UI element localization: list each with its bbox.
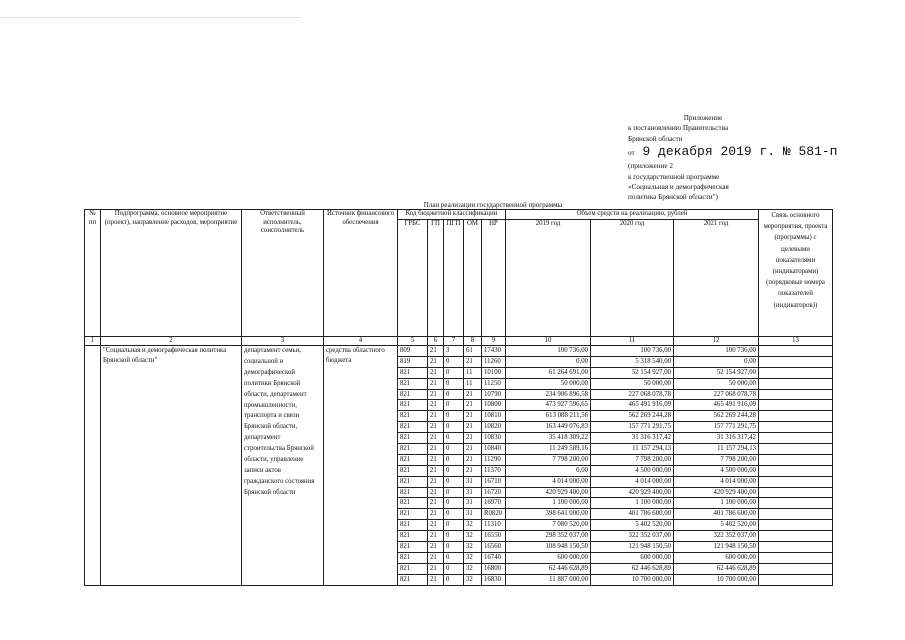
nr-cell: 16970 [482, 498, 506, 509]
scan-artifact [0, 17, 300, 18]
indicator-link-cell [759, 498, 833, 509]
pgp-cell: 0 [444, 389, 464, 400]
responsible-executor: департамент семьи, социальной и демографической политики Брянской области, департамент промышленности, транспорта и связи Брянской области, департамент строительства Брянской области, управление записи актов гражданского состояния Брянской области [242, 346, 324, 586]
nr-cell: 10810 [482, 411, 506, 422]
amount-2019: 420 929 400,00 [506, 487, 591, 498]
gp-cell: 21 [428, 378, 444, 389]
gp-cell: 21 [428, 433, 444, 444]
col-code-group: Код бюджетной классификации [398, 210, 506, 220]
nr-cell: R0820 [482, 509, 506, 520]
nr-cell: 11370 [482, 465, 506, 476]
table-title: План реализации государственной программы [423, 201, 563, 209]
pgp-cell: 0 [444, 498, 464, 509]
pgp-cell: 0 [444, 367, 464, 378]
amount-2020: 4 014 000,00 [591, 476, 674, 487]
indicator-link-cell [759, 444, 833, 455]
amount-2019: 613 088 211,56 [506, 411, 591, 422]
om-cell: 31 [464, 509, 482, 520]
amount-2021: 0,00 [674, 356, 759, 367]
amount-2020: 157 771 291,75 [591, 422, 674, 433]
gp-cell: 21 [428, 487, 444, 498]
grbs-cell: 821 [398, 531, 428, 542]
om-cell: 32 [464, 574, 482, 585]
nr-cell: 10800 [482, 400, 506, 411]
amount-2021: 10 700 000,00 [674, 574, 759, 585]
indicator-link-cell [759, 389, 833, 400]
gp-cell: 21 [428, 465, 444, 476]
om-cell: 32 [464, 542, 482, 553]
gp-cell: 21 [428, 509, 444, 520]
amount-2020: 401 786 600,00 [591, 509, 674, 520]
gp-cell: 21 [428, 552, 444, 563]
amount-2019: 108 948 150,50 [506, 542, 591, 553]
grbs-cell: 821 [398, 520, 428, 531]
gp-cell: 21 [428, 476, 444, 487]
nr-cell: 16720 [482, 487, 506, 498]
amount-2020: 31 316 317,42 [591, 433, 674, 444]
col-nr: НР [482, 220, 506, 337]
gp-cell: 21 [428, 574, 444, 585]
gp-cell: 21 [428, 389, 444, 400]
indicator-link-cell [759, 487, 833, 498]
amount-2020: 322 352 037,00 [591, 531, 674, 542]
nr-cell: 11250 [482, 378, 506, 389]
appendix-label: Приложение [683, 114, 723, 122]
amount-2020: 420 929 400,00 [591, 487, 674, 498]
indicator-link-cell [759, 542, 833, 553]
om-cell: 21 [464, 422, 482, 433]
grbs-cell: 821 [398, 378, 428, 389]
nr-cell: 10830 [482, 433, 506, 444]
col-responsible: Ответственный исполнитель, соисполнитель [242, 210, 324, 337]
amount-2021: 11 157 294,13 [674, 444, 759, 455]
grbs-cell: 821 [398, 400, 428, 411]
grbs-cell: 821 [398, 487, 428, 498]
resolution-date: от 9 декабря 2019 г. № 581-п [628, 144, 838, 160]
nr-cell: 16830 [482, 574, 506, 585]
amount-2019: 234 906 896,58 [506, 389, 591, 400]
nr-cell: 16710 [482, 476, 506, 487]
amount-2019: 62 446 628,89 [506, 563, 591, 574]
amount-2021: 121 948 150,50 [674, 542, 759, 553]
amount-2021: 7 798 200,00 [674, 454, 759, 465]
amount-2021: 600 000,00 [674, 552, 759, 563]
gp-cell: 21 [428, 563, 444, 574]
om-cell: 32 [464, 531, 482, 542]
amount-2021: 157 771 291,75 [674, 422, 759, 433]
om-cell: 21 [464, 411, 482, 422]
amount-2021: 1 100 000,00 [674, 498, 759, 509]
grbs-cell: 809 [398, 346, 428, 357]
amount-2020: 62 446 628,89 [591, 563, 674, 574]
indicator-link-cell [759, 346, 833, 357]
nr-cell: 10790 [482, 389, 506, 400]
amount-2019: 50 000,00 [506, 378, 591, 389]
amount-2020: 11 157 294,13 [591, 444, 674, 455]
amount-2019: 100 736,00 [506, 346, 591, 357]
col-link: Связь основного мероприятия, проекта (программы) с целевыми показателями (индикаторами) (порядковые номера показателей (индикаторов)) [759, 210, 833, 337]
grbs-cell: 821 [398, 433, 428, 444]
table-row [85, 346, 833, 357]
col-2019: 2019 год [506, 220, 591, 337]
grbs-cell: 821 [398, 454, 428, 465]
header-line: к постановлению Правительства [628, 124, 729, 133]
amount-2021: 322 352 037,00 [674, 531, 759, 542]
amount-2019: 473 927 596,65 [506, 400, 591, 411]
amount-2020: 10 700 000,00 [591, 574, 674, 585]
col-subprogram: Подпрограмма, основное мероприятие (проект), направление расходов, мероприятие [101, 210, 242, 337]
indicator-link-cell [759, 563, 833, 574]
amount-2019: 0,00 [506, 356, 591, 367]
grbs-cell: 821 [398, 389, 428, 400]
grbs-cell: 821 [398, 465, 428, 476]
amount-2020: 7 798 200,00 [591, 454, 674, 465]
om-cell: 31 [464, 498, 482, 509]
nr-cell: 10820 [482, 422, 506, 433]
amount-2019: 4 014 000,00 [506, 476, 591, 487]
col-amount-group: Объем средств на реализацию, рублей [506, 210, 759, 220]
pgp-cell: 0 [444, 400, 464, 411]
grbs-cell: 821 [398, 563, 428, 574]
amount-2019: 163 449 076,83 [506, 422, 591, 433]
amount-2021: 465 491 916,09 [674, 400, 759, 411]
grbs-cell: 821 [398, 542, 428, 553]
header-line: политика Брянской области") [628, 193, 718, 202]
pgp-cell: 0 [444, 411, 464, 422]
gp-cell: 21 [428, 454, 444, 465]
col-gp: ГП [428, 220, 444, 337]
nr-cell: 16800 [482, 563, 506, 574]
amount-2020: 50 000,00 [591, 378, 674, 389]
pgp-cell: 0 [444, 509, 464, 520]
indicator-link-cell [759, 378, 833, 389]
pgp-cell: 0 [444, 433, 464, 444]
amount-2020: 52 154 927,00 [591, 367, 674, 378]
gp-cell: 21 [428, 531, 444, 542]
indicator-link-cell [759, 367, 833, 378]
amount-2019: 11 887 000,00 [506, 574, 591, 585]
om-cell: 61 [464, 346, 482, 357]
amount-2020: 5 318 540,00 [591, 356, 674, 367]
amount-2021: 62 446 628,89 [674, 563, 759, 574]
om-cell: 32 [464, 520, 482, 531]
grbs-cell: 821 [398, 367, 428, 378]
om-cell: 32 [464, 552, 482, 563]
grbs-cell: 821 [398, 422, 428, 433]
amount-2019: 0,00 [506, 465, 591, 476]
amount-2021: 420 929 400,00 [674, 487, 759, 498]
amount-2019: 1 100 000,00 [506, 498, 591, 509]
header-line: «Социальная и демографическая [628, 183, 729, 192]
amount-2021: 4 500 000,00 [674, 465, 759, 476]
om-cell: 21 [464, 400, 482, 411]
appendix-header [628, 113, 888, 203]
amount-2020: 4 500 000,00 [591, 465, 674, 476]
indicator-link-cell [759, 520, 833, 531]
grbs-cell: 821 [398, 411, 428, 422]
gp-cell: 21 [428, 542, 444, 553]
amount-2021: 31 316 317,42 [674, 433, 759, 444]
nr-cell: 16550 [482, 531, 506, 542]
header-line: (приложение 2 [628, 162, 674, 171]
amount-2021: 401 786 600,00 [674, 509, 759, 520]
indicator-link-cell [759, 356, 833, 367]
pgp-cell: 0 [444, 356, 464, 367]
pgp-cell: 0 [444, 378, 464, 389]
nr-cell: 11310 [482, 520, 506, 531]
row-number [85, 346, 101, 586]
indicator-link-cell [759, 531, 833, 542]
amount-2020: 100 736,00 [591, 346, 674, 357]
amount-2020: 121 948 150,50 [591, 542, 674, 553]
om-cell: 21 [464, 433, 482, 444]
gp-cell: 21 [428, 444, 444, 455]
header-line: к государственной программе [628, 172, 720, 181]
nr-cell: 10100 [482, 367, 506, 378]
amount-2020: 227 068 078,78 [591, 389, 674, 400]
indicator-link-cell [759, 411, 833, 422]
amount-2020: 600 000,00 [591, 552, 674, 563]
pgp-cell: 0 [444, 563, 464, 574]
gp-cell: 21 [428, 422, 444, 433]
grbs-cell: 821 [398, 498, 428, 509]
om-cell: 31 [464, 476, 482, 487]
amount-2019: 11 249 589,16 [506, 444, 591, 455]
gp-cell: 21 [428, 356, 444, 367]
pgp-cell: 0 [444, 476, 464, 487]
program-plan-table [84, 209, 833, 586]
indicator-link-cell [759, 574, 833, 585]
amount-2019: 398 641 000,00 [506, 509, 591, 520]
nr-cell: 11290 [482, 454, 506, 465]
gp-cell: 21 [428, 520, 444, 531]
amount-2020: 562 269 244,28 [591, 411, 674, 422]
pgp-cell: 0 [444, 531, 464, 542]
om-cell: 21 [464, 356, 482, 367]
pgp-cell: 0 [444, 454, 464, 465]
program-name: "Социальная и демографическая политика Брянской области" [101, 346, 242, 586]
amount-2021: 562 269 244,28 [674, 411, 759, 422]
gp-cell: 21 [428, 498, 444, 509]
pgp-cell: 0 [444, 422, 464, 433]
amount-2021: 5 402 520,00 [674, 520, 759, 531]
amount-2020: 465 491 916,09 [591, 400, 674, 411]
amount-2019: 61 264 691,00 [506, 367, 591, 378]
pgp-cell: 0 [444, 465, 464, 476]
col-pgp: ПГП [444, 220, 464, 337]
gp-cell: 21 [428, 346, 444, 357]
amount-2021: 227 068 078,78 [674, 389, 759, 400]
col-no: № пп [85, 210, 101, 337]
nr-cell: 16740 [482, 552, 506, 563]
gp-cell: 21 [428, 411, 444, 422]
indicator-link-cell [759, 422, 833, 433]
amount-2019: 7 798 200,00 [506, 454, 591, 465]
amount-2019: 35 418 309,22 [506, 433, 591, 444]
grbs-cell: 821 [398, 476, 428, 487]
gp-cell: 21 [428, 400, 444, 411]
indicator-link-cell [759, 552, 833, 563]
column-number-row: 1 2 3 4 5 6 7 8 9 10 11 12 13 [85, 337, 833, 346]
nr-cell: 17430 [482, 346, 506, 357]
om-cell: 32 [464, 563, 482, 574]
indicator-link-cell [759, 400, 833, 411]
amount-2021: 50 000,00 [674, 378, 759, 389]
om-cell: 21 [464, 444, 482, 455]
indicator-link-cell [759, 476, 833, 487]
funding-source: средства областного бюджета [324, 346, 398, 586]
indicator-link-cell [759, 465, 833, 476]
header-line: Брянской области [628, 134, 683, 143]
col-grbs: ГРБС [398, 220, 428, 337]
amount-2021: 100 736,00 [674, 346, 759, 357]
grbs-cell: 821 [398, 552, 428, 563]
gp-cell: 21 [428, 367, 444, 378]
om-cell: 11 [464, 367, 482, 378]
indicator-link-cell [759, 454, 833, 465]
amount-2020: 1 100 000,00 [591, 498, 674, 509]
amount-2019: 600 000,00 [506, 552, 591, 563]
col-om: ОМ [464, 220, 482, 337]
col-2021: 2021 год [674, 220, 759, 337]
amount-2021: 52 154 927,00 [674, 367, 759, 378]
om-cell: 21 [464, 454, 482, 465]
om-cell: 11 [464, 378, 482, 389]
amount-2019: 298 352 037,00 [506, 531, 591, 542]
col-2020: 2020 год [591, 220, 674, 337]
pgp-cell: 0 [444, 487, 464, 498]
indicator-link-cell [759, 509, 833, 520]
pgp-cell: 0 [444, 574, 464, 585]
nr-cell: 11260 [482, 356, 506, 367]
nr-cell: 16560 [482, 542, 506, 553]
pgp-cell: 3 [444, 346, 464, 357]
om-cell: 31 [464, 487, 482, 498]
indicator-link-cell [759, 433, 833, 444]
om-cell: 21 [464, 389, 482, 400]
pgp-cell: 0 [444, 444, 464, 455]
grbs-cell: 821 [398, 574, 428, 585]
pgp-cell: 0 [444, 520, 464, 531]
amount-2020: 5 402 520,00 [591, 520, 674, 531]
pgp-cell: 0 [444, 552, 464, 563]
grbs-cell: 821 [398, 509, 428, 520]
amount-2019: 7 080 520,00 [506, 520, 591, 531]
col-source: Источник финансового обеспечения [324, 210, 398, 337]
nr-cell: 10840 [482, 444, 506, 455]
pgp-cell: 0 [444, 542, 464, 553]
grbs-cell: 821 [398, 444, 428, 455]
amount-2021: 4 014 000,00 [674, 476, 759, 487]
om-cell: 21 [464, 465, 482, 476]
grbs-cell: 819 [398, 356, 428, 367]
